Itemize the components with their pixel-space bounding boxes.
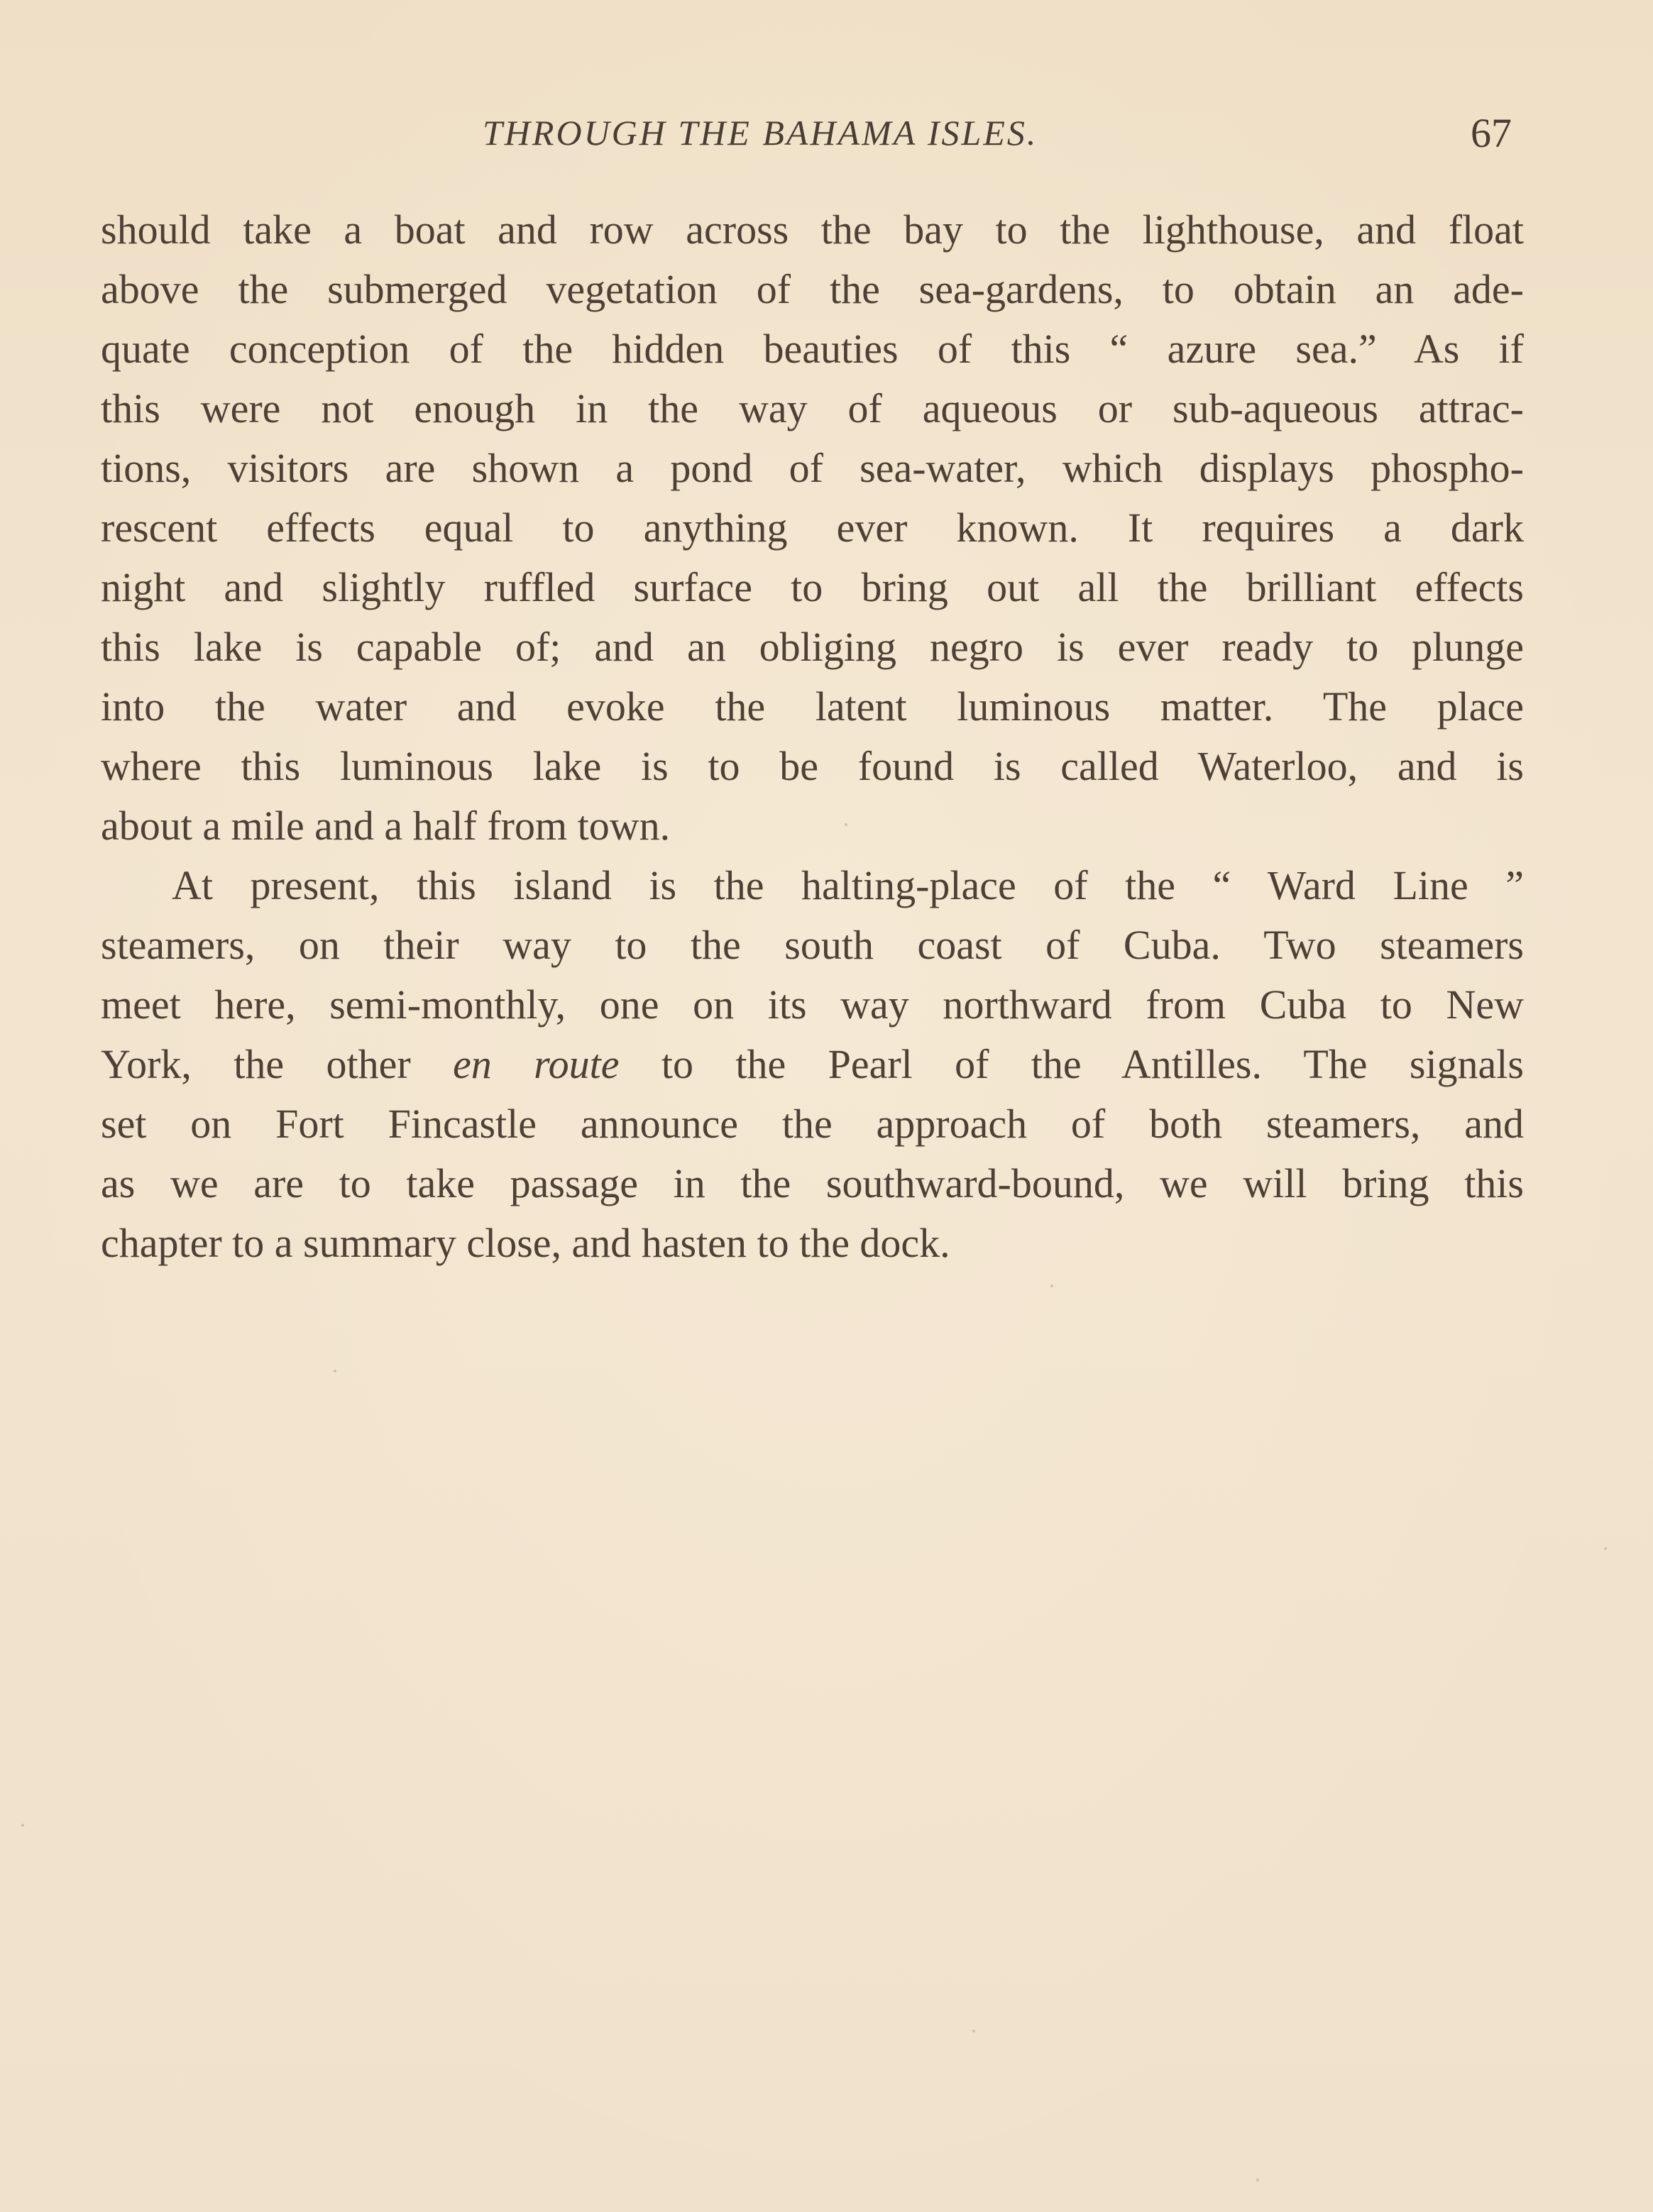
running-header: [0, 106, 1653, 163]
text-line: should take a boat and row across the bay to the lighthouse, and float: [101, 207, 1524, 253]
text-line-with-italic: [101, 1035, 1524, 1094]
text-line: steamers, on their way to the south coast of Cuba. Two steamers: [101, 922, 1524, 968]
paper-speck: [1050, 1284, 1053, 1287]
text-line: as we are to take passage in the southward-bound, we will bring this: [101, 1160, 1524, 1206]
text-segment: York, the other: [101, 1041, 454, 1087]
italic-phrase: en route: [453, 1041, 620, 1087]
text-line: this lake is capable of; and an obliging negro is ever ready to plunge: [101, 624, 1524, 670]
text-line: into the water and evoke the latent luminous matter. The place: [101, 683, 1524, 730]
paper-speck: [845, 823, 847, 826]
paragraph-1: [101, 200, 1524, 856]
text-line: rescent effects equal to anything ever known. It requires a dark: [101, 505, 1524, 551]
text-line: At present, this island is the halting-place of the “ Ward Line ”: [172, 862, 1524, 908]
text-segment: to the Pearl of the Antilles. The signals: [619, 1041, 1524, 1087]
text-line: meet here, semi-monthly, one on its way northward from Cuba to New: [101, 981, 1524, 1028]
page-number: 67: [1471, 110, 1512, 156]
paper-speck: [1256, 2179, 1259, 2181]
text-line: above the submerged vegetation of the sea-gardens, to obtain an ade-: [101, 266, 1524, 312]
text-line: tions, visitors are shown a pond of sea-water, which displays phospho-: [101, 445, 1524, 491]
text-line: about a mile and a half from town.: [101, 803, 671, 849]
body-text: [101, 200, 1524, 1273]
text-line: night and slightly ruffled surface to bring out all the brilliant effects: [101, 564, 1524, 610]
running-title: THROUGH THE BAHAMA ISLES.: [483, 113, 1038, 153]
text-line: this were not enough in the way of aqueous or sub-aqueous attrac-: [101, 385, 1524, 431]
text-line: set on Fort Fincastle announce the approach of both steamers, and: [101, 1101, 1524, 1147]
text-line: chapter to a summary close, and hasten to the dock.: [101, 1220, 950, 1266]
paper-speck: [334, 1370, 336, 1372]
paper-speck: [21, 1824, 24, 1827]
text-line: quate conception of the hidden beauties of this “ azure sea.” As if: [101, 326, 1524, 372]
paper-speck: [972, 2030, 975, 2032]
paragraph-2: [101, 856, 1524, 1273]
text-line: where this luminous lake is to be found is called Waterloo, and is: [101, 743, 1524, 789]
paper-speck: [1604, 1547, 1607, 1550]
